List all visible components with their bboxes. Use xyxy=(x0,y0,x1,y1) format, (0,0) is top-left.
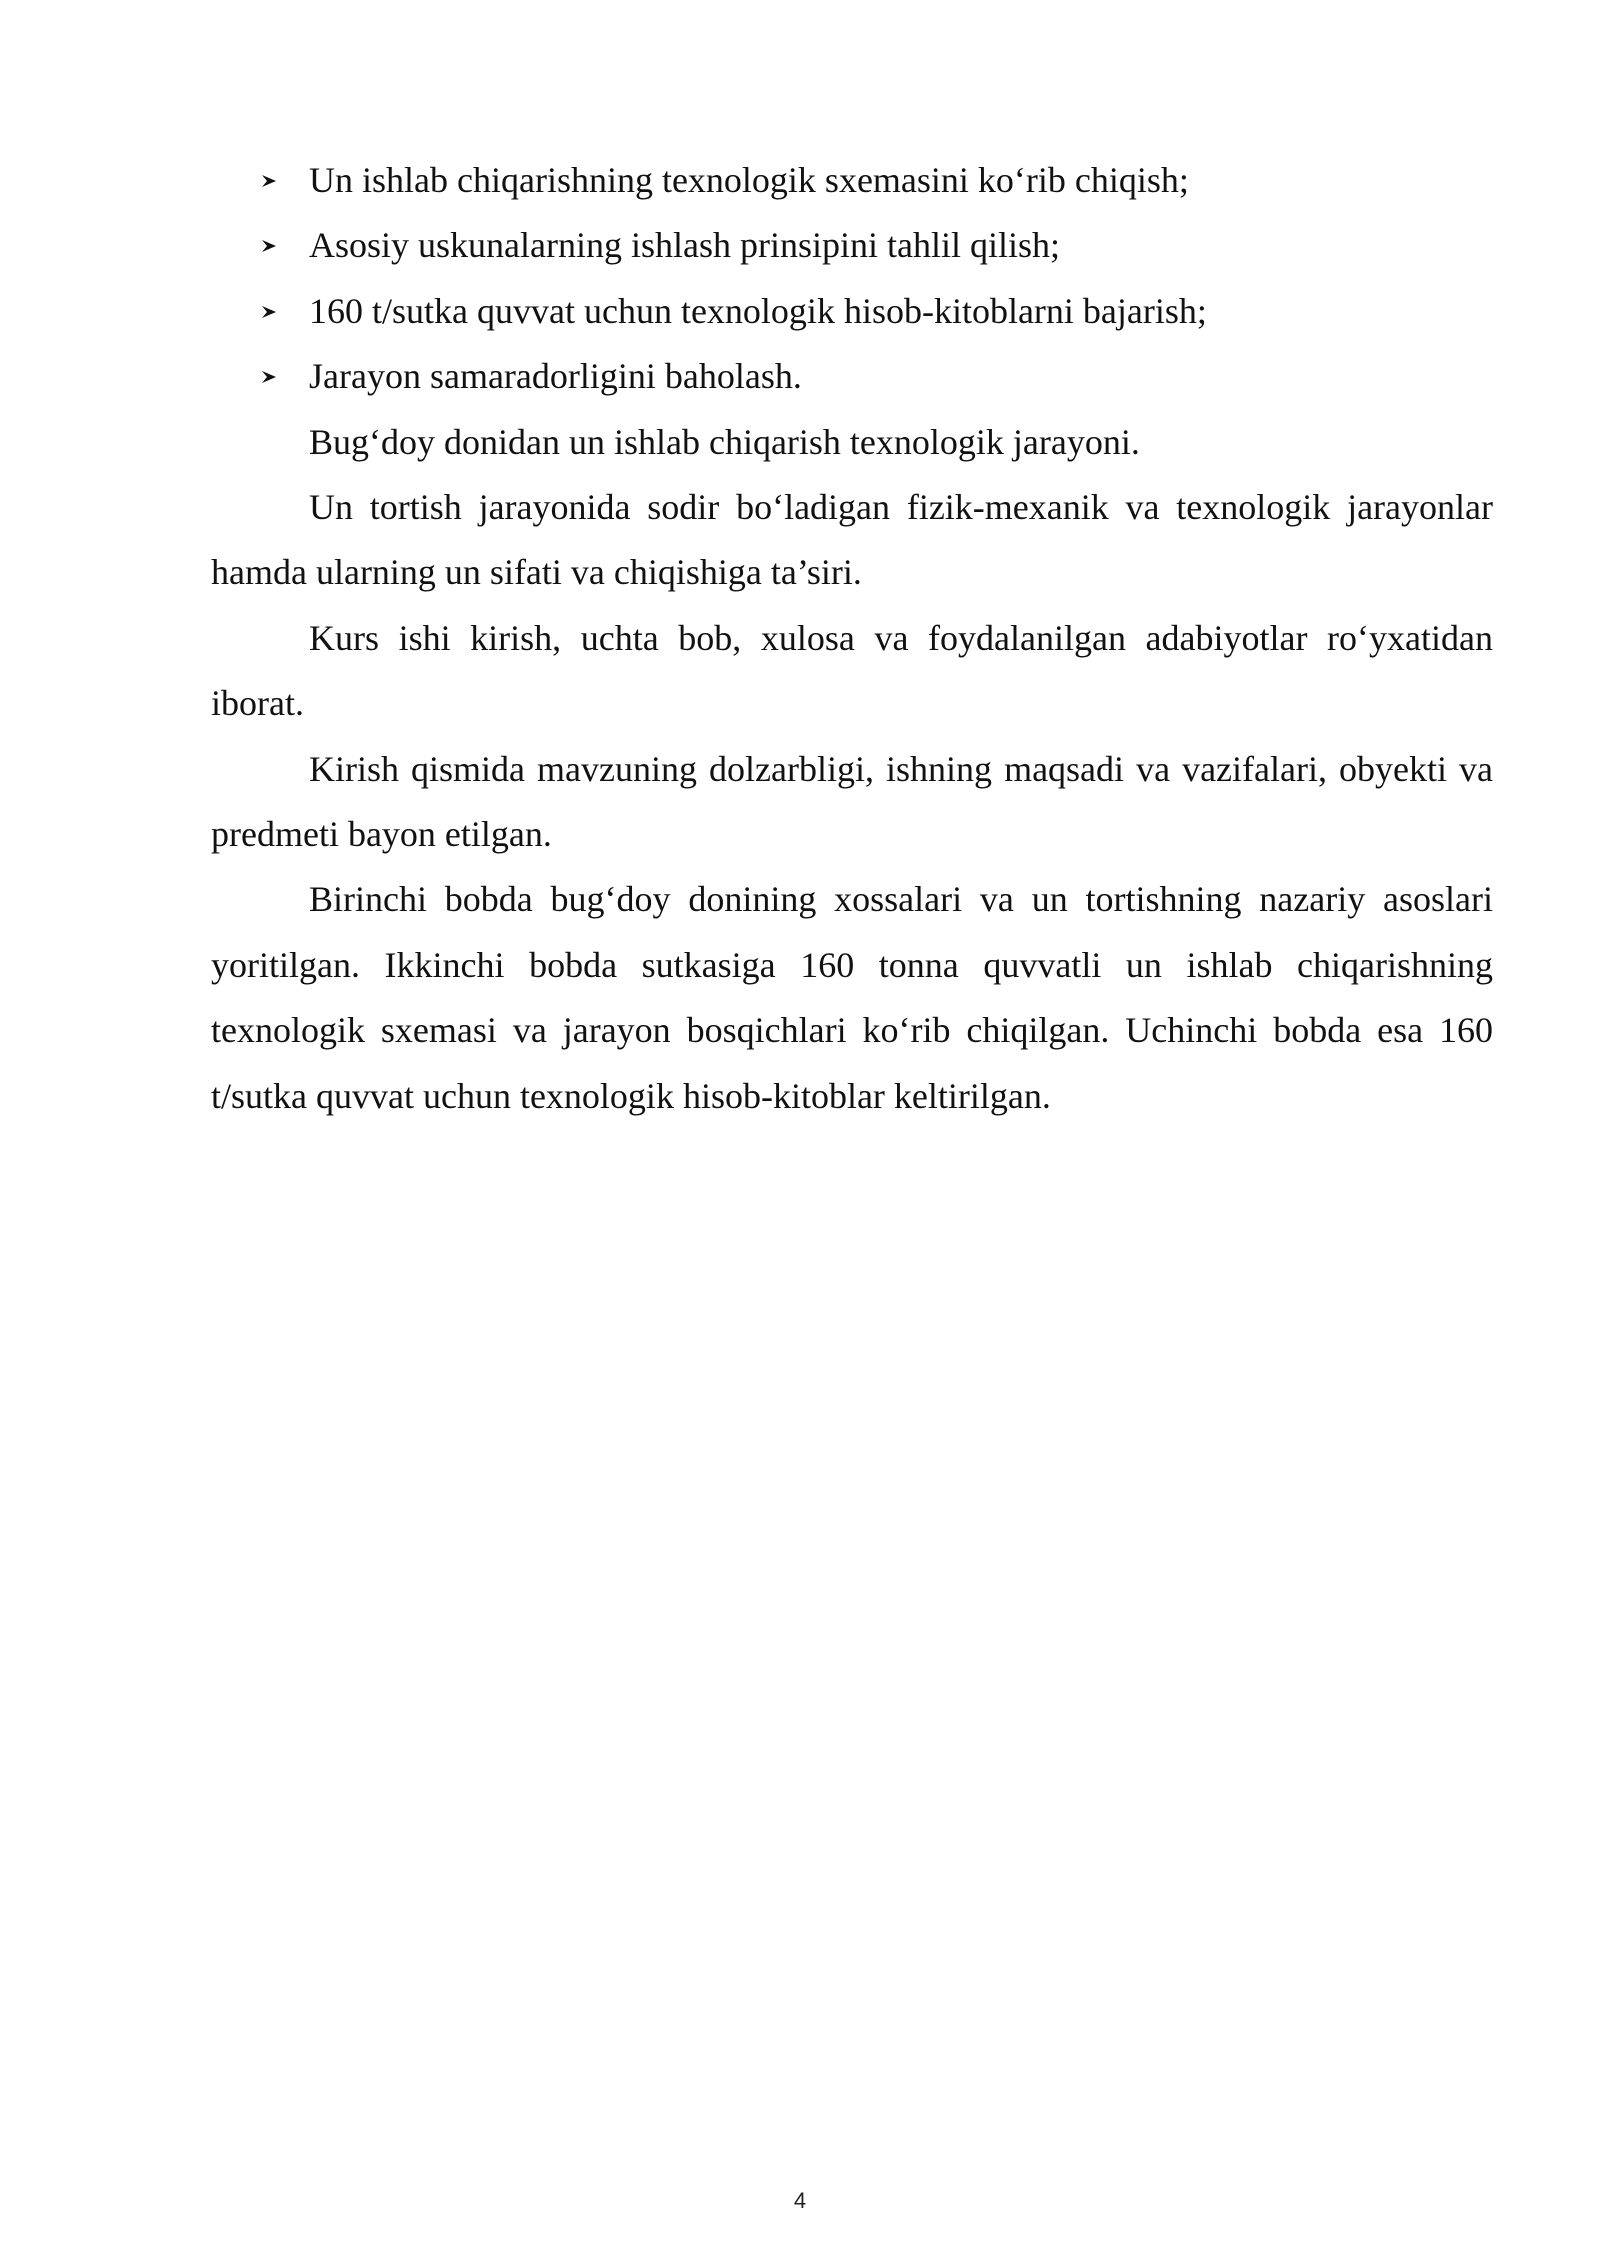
list-item-text: Jarayon samaradorligini baholash. xyxy=(309,356,802,397)
paragraph-chapters: Birinchi bobda bug‘doy donining xossalari va un tortishning nazariy asoslari yoritilgan. Ikkinchi bobda sutkasiga 160 tonna quvvatli un ishlab chiqarishning texnologik sxemasi va jarayon bosqichlari ko‘rib chiqilgan. Uchinchi bobda esa 160 t/sutka quvvat uchun texnologik hisob-kitoblar keltirilgan. xyxy=(211,879,1493,1116)
arrowhead-bullet-icon xyxy=(261,279,283,344)
paragraph-structure: Kurs ishi kirish, uchta bob, xulosa va foydalanilgan adabiyotlar ro‘yxatidan iborat. xyxy=(211,617,1493,724)
page-number: 4 xyxy=(793,2188,807,2213)
list-item-text: Asosiy uskunalarning ishlash prinsipini tahlil qilish; xyxy=(309,225,1060,266)
list-item-text: 160 t/sutka quvvat uchun texnologik hisob-kitoblarni bajarish; xyxy=(309,290,1207,331)
arrowhead-bullet-icon xyxy=(261,344,283,409)
list-item-text: Un ishlab chiqarishning texnologik sxemasini ko‘rib chiqish; xyxy=(309,160,1189,200)
paragraph-milling-processes: Un tortish jarayonida sodir bo‘ladigan fizik-mexanik va texnologik jarayonlar hamda ularning un sifati va chiqishiga ta’siri. xyxy=(211,487,1493,593)
paragraph-introduction: Kirish qismida mavzuning dolzarbligi, ishning maqsadi va vazifalari, obyekti va predmeti bayon etilgan. xyxy=(211,748,1493,855)
list-item xyxy=(211,213,1493,278)
document-page xyxy=(211,148,1493,1129)
list-item xyxy=(211,148,1493,213)
list-item xyxy=(211,279,1493,344)
list-item xyxy=(211,344,1493,409)
paragraph-process-topic: Bug‘doy donidan un ishlab chiqarish texnologik jarayoni. xyxy=(309,421,1140,462)
task-list xyxy=(211,148,1493,410)
arrowhead-bullet-icon xyxy=(261,148,283,213)
arrowhead-bullet-icon xyxy=(261,213,283,278)
